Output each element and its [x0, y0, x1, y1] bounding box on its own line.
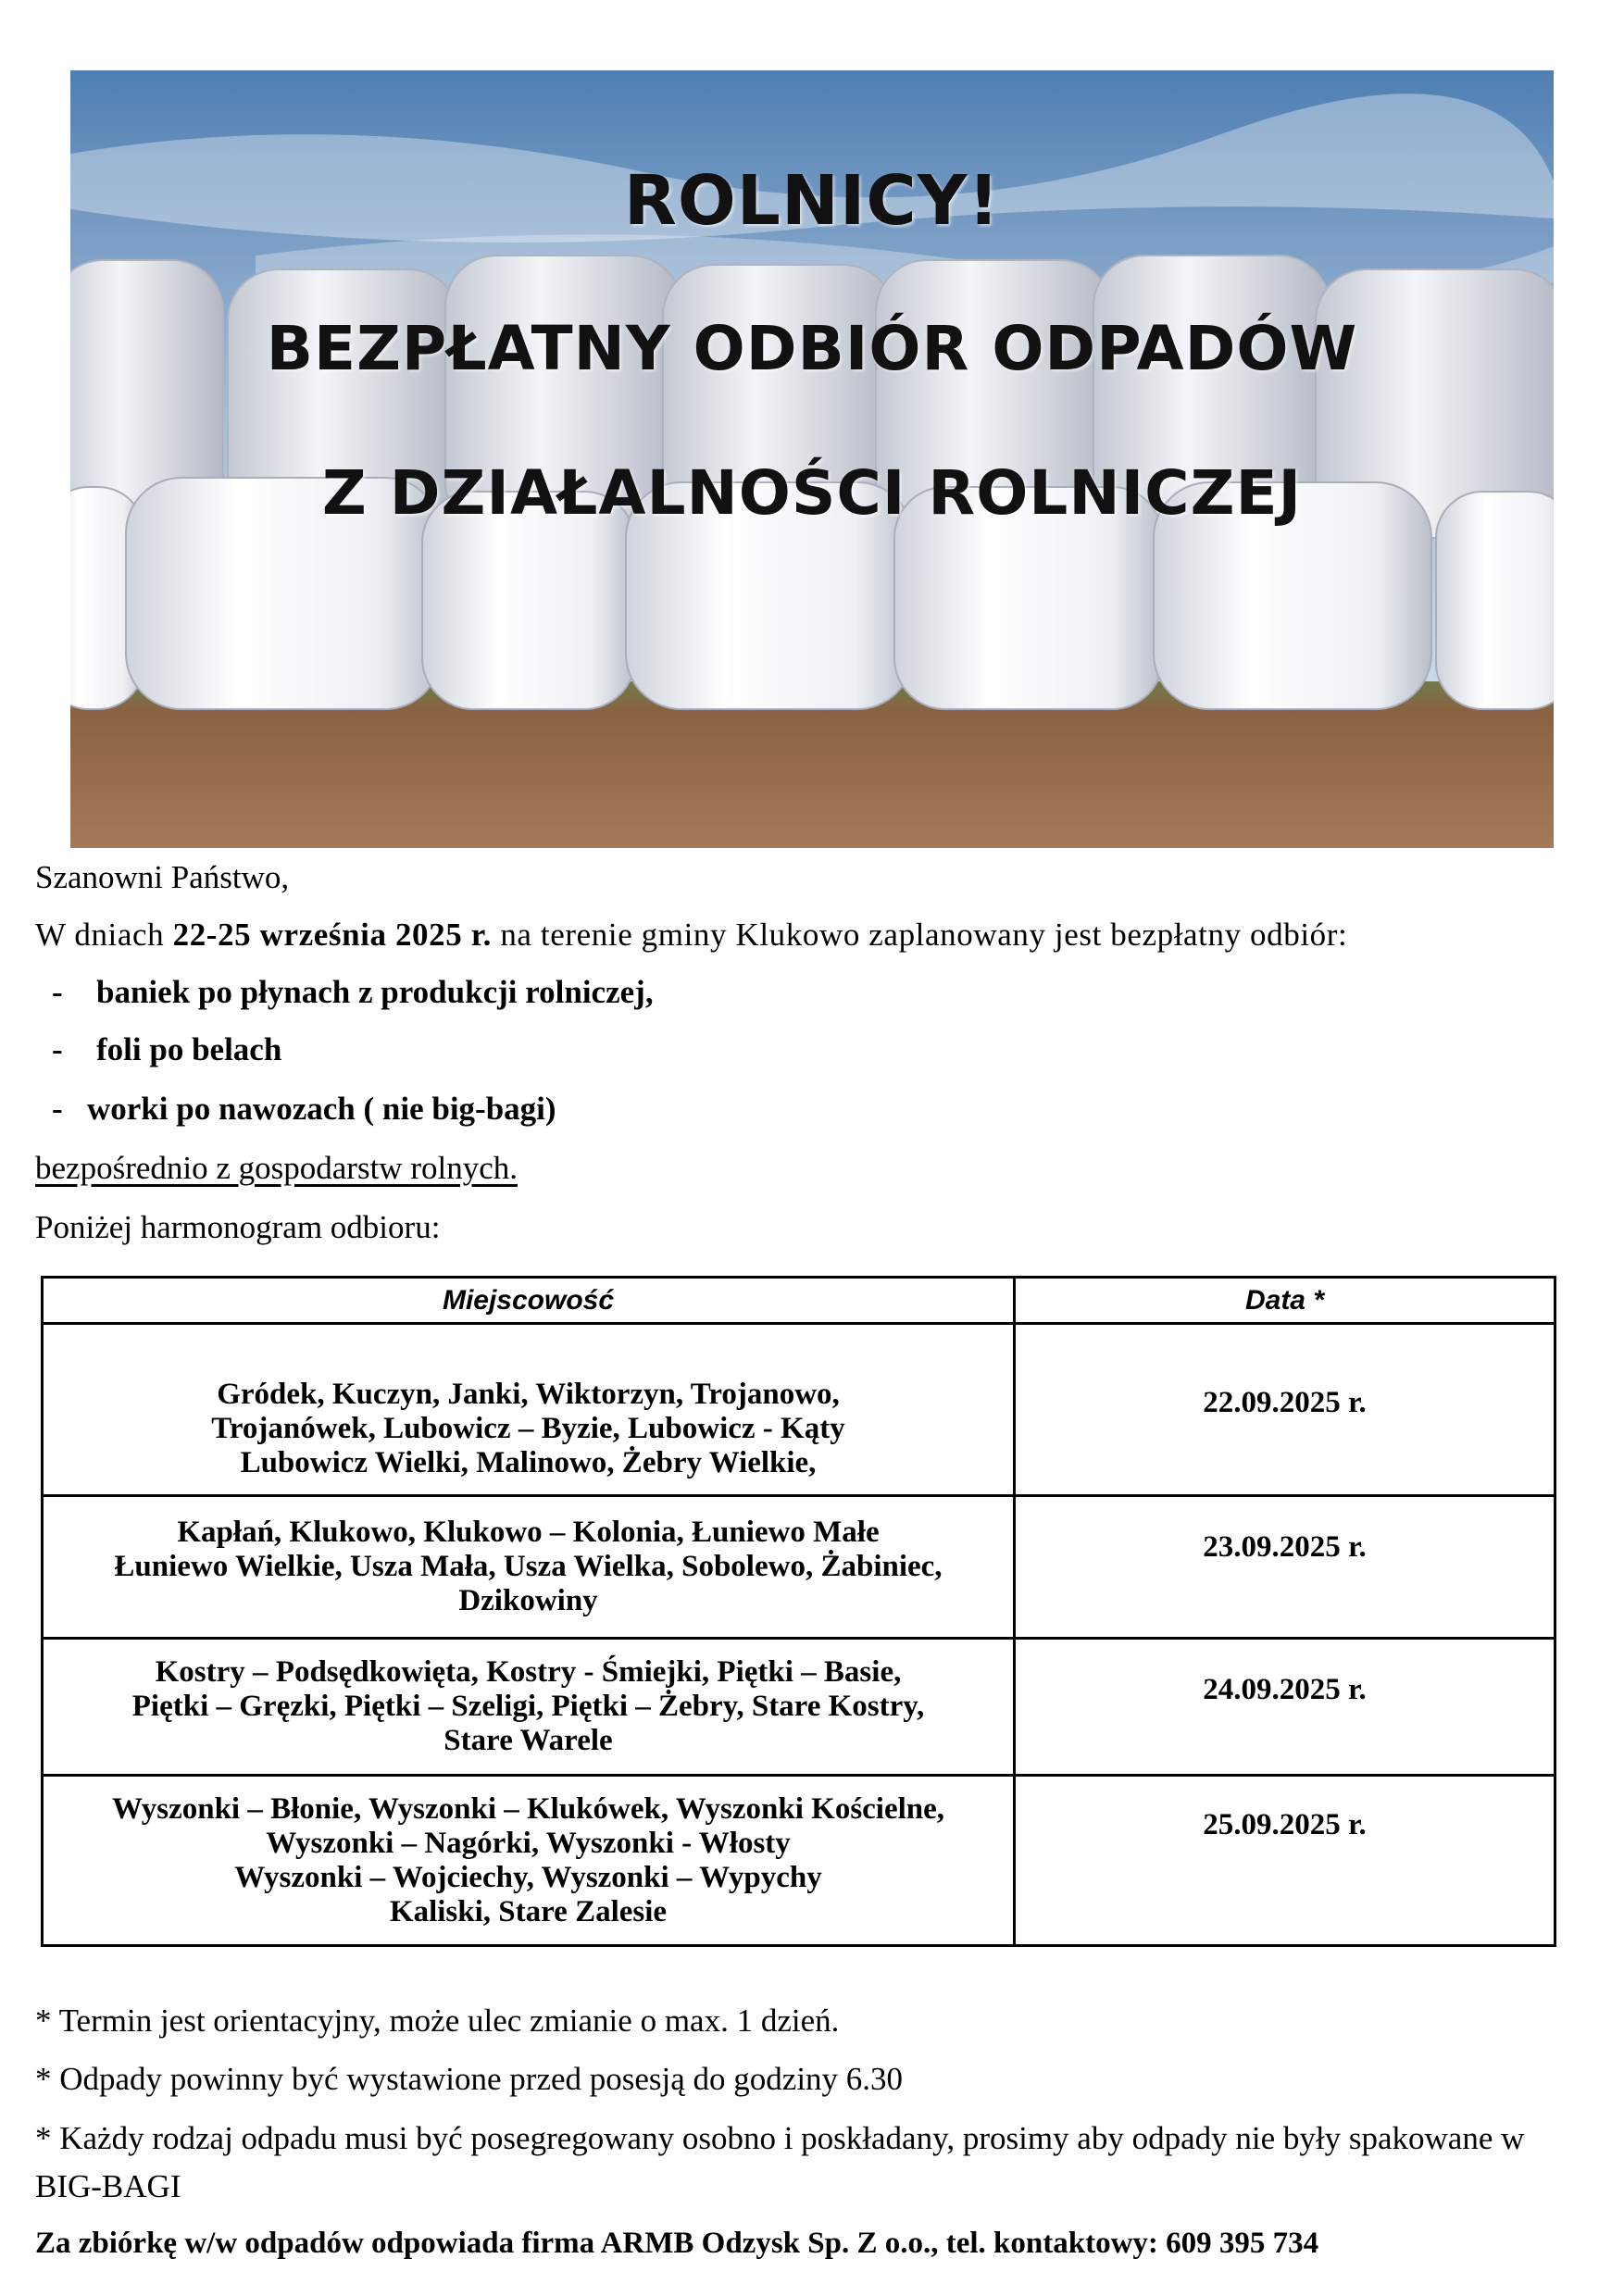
row-locations: Wyszonki – Błonie, Wyszonki – Klukówek, Wyszonki Kościelne, Wyszonki – Nagórki, Wyszonki - Włosty Wyszonki – Wojciechy, Wyszonki – Wypychy Kaliski, Stare Zalesie — [43, 1776, 1015, 1946]
greeting: Szanowni Państwo, — [35, 859, 290, 895]
table-row — [43, 1776, 1555, 1946]
note-segregation: * Każdy rodzaj odpadu musi być posegregowany osobno i poskładany, prosimy aby odpady nie były spakowane w BIG-BAGI — [35, 2120, 1525, 2204]
row-date — [1015, 1496, 1555, 1639]
table-row — [43, 1324, 1555, 1496]
row-locations: Kostry – Podsędkowięta, Kostry - Śmiejki, Piętki – Basie, Piętki – Gręzki, Piętki – Szeligi, Piętki – Żebry, Stare Kostry, Stare Warele — [43, 1639, 1015, 1776]
note-timing: * Termin jest orientacyjny, może ulec zmianie o max. 1 dzień. — [35, 2003, 840, 2039]
list-item — [52, 972, 654, 1013]
note-placement: * Odpady powinny być wystawione przed posesją do godziny 6.30 — [35, 2061, 904, 2097]
direct-collection-note: bezpośrednio z gospodarstw rolnych. — [35, 1150, 518, 1186]
header-date: Data * — [1015, 1278, 1555, 1324]
row-date — [1015, 1639, 1555, 1776]
row-date — [1015, 1324, 1555, 1496]
banner-image — [70, 70, 1554, 848]
banner-title-line2: BEZPŁATNY ODBIÓR ODPADÓW — [266, 313, 1358, 384]
intro-paragraph — [35, 915, 1347, 955]
row-date-text: 22.09.2025 r. — [1203, 1386, 1367, 1419]
row-locations: Gródek, Kuczyn, Janki, Wiktorzyn, Trojanowo, Trojanówek, Lubowicz – Byzie, Lubowicz - Kąty Lubowicz Wielki, Malinowo, Żebry Wielkie, — [43, 1324, 1015, 1496]
footer-contact: Za zbiórkę w/w odpadów odpowiada firma ARMB Odzysk Sp. Z o.o., tel. kontaktowy: 609 395 734 — [35, 2227, 1319, 2260]
list-item — [52, 1089, 556, 1129]
table-header-row — [43, 1278, 1555, 1324]
banner-title-line3: Z DZIAŁALNOŚCI ROLNICZEJ — [321, 457, 1303, 529]
bullet-dash: - — [52, 974, 63, 1010]
schedule-intro: Poniżej harmonogram odbioru: — [35, 1209, 441, 1245]
table-row — [43, 1639, 1555, 1776]
row-date-text: 25.09.2025 r. — [1203, 1808, 1367, 1841]
intro-prefix: W dniach — [35, 917, 173, 953]
row-date-text: 23.09.2025 r. — [1203, 1530, 1367, 1564]
list-item-text: foli po belach — [96, 1031, 282, 1067]
intro-suffix: na terenie gminy Klukowo zaplanowany jest bezpłatny odbiór: — [491, 917, 1348, 953]
schedule-table — [41, 1276, 1556, 1947]
bullet-dash: - — [52, 1091, 63, 1127]
row-date-text: 24.09.2025 r. — [1203, 1673, 1367, 1706]
row-locations: Kapłań, Klukowo, Klukowo – Kolonia, Łuniewo Małe Łuniewo Wielkie, Usza Mała, Usza Wielka, Sobolewo, Żabiniec, Dzikowiny — [43, 1496, 1015, 1639]
list-item-text: baniek po płynach z produkcji rolniczej, — [96, 974, 654, 1010]
banner-title-line1: ROLNICY! — [623, 161, 1001, 241]
list-item-text: worki po nawozach ( nie big-bagi) — [87, 1091, 556, 1127]
bullet-dash: - — [52, 1031, 63, 1067]
intro-dates: 22-25 września 2025 r. — [172, 917, 492, 953]
header-location: Miejscowość — [43, 1278, 1015, 1324]
table-row — [43, 1496, 1555, 1639]
list-item — [52, 1029, 281, 1070]
row-date — [1015, 1776, 1555, 1946]
